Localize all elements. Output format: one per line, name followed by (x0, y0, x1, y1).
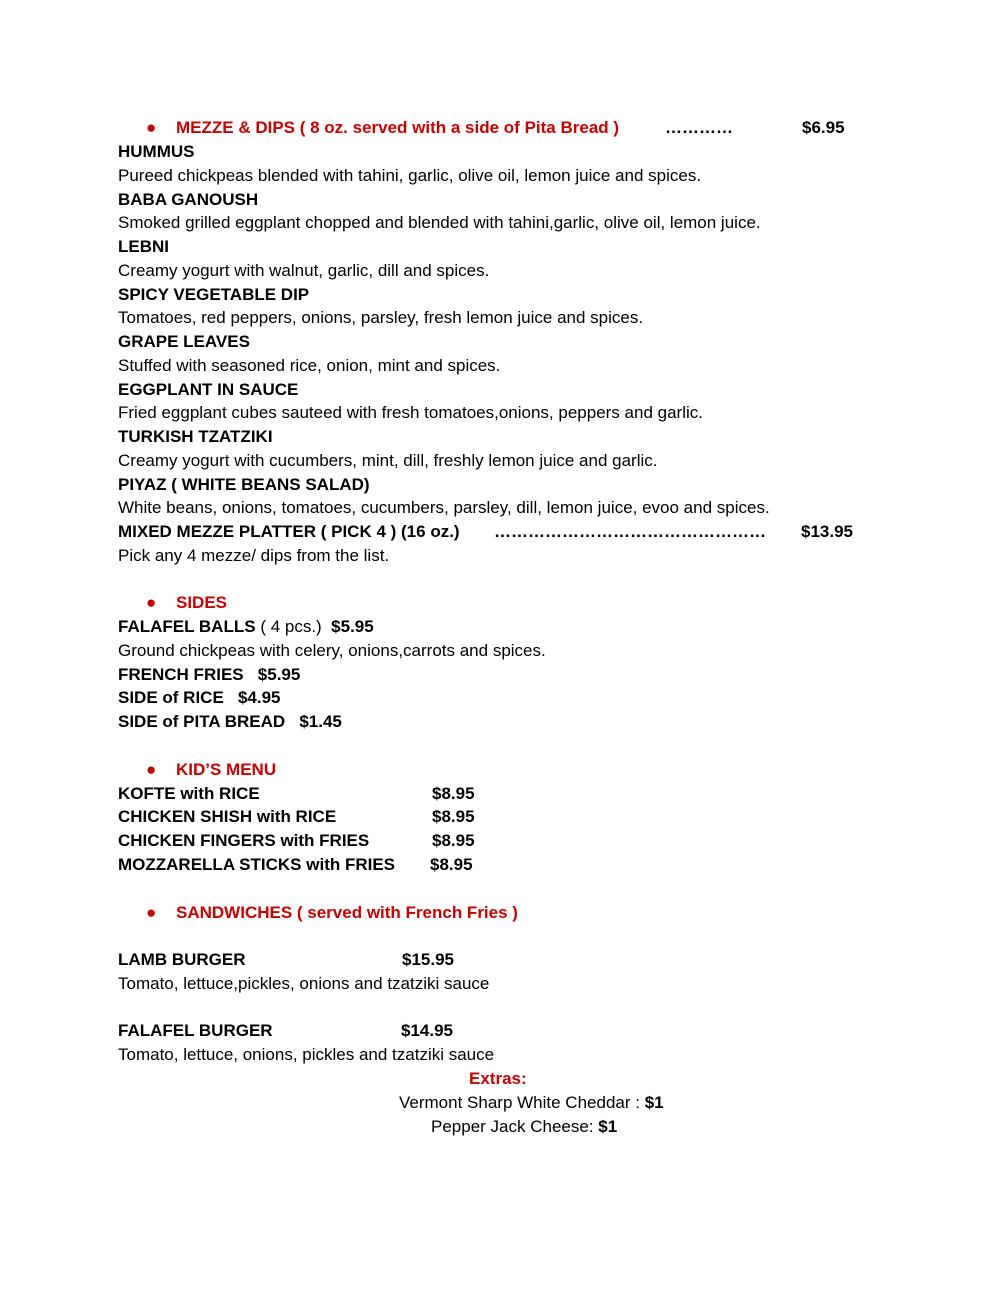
item-desc: Pureed chickpeas blended with tahini, garlic, olive oil, lemon juice and spices. (118, 166, 702, 185)
item-name: BABA GANOUSH (118, 190, 259, 209)
falafel-balls-desc: Ground chickpeas with celery, onions,carrots and spices. (118, 641, 546, 660)
item-desc: Creamy yogurt with cucumbers, mint, dill, freshly lemon juice and garlic. (118, 451, 658, 470)
kids-item-name: KOFTE with RICE (118, 784, 260, 803)
extras-title: Extras: (469, 1069, 527, 1088)
sandwiches-heading: ● SANDWICHES ( served with French Fries ) (146, 903, 518, 922)
side-item: SIDE of RICE $4.95 (118, 688, 281, 707)
item-name: TURKISH TZATZIKI (118, 427, 273, 446)
side-item: FRENCH FRIES $5.95 (118, 665, 301, 684)
kids-item-price: $8.95 (432, 784, 475, 803)
falafel-balls-line: FALAFEL BALLS ( 4 pcs.) $5.95 (118, 617, 374, 636)
item-desc: Smoked grilled eggplant chopped and blended with tahini,garlic, olive oil, lemon juice. (118, 213, 761, 232)
kids-item-price: $8.95 (430, 855, 473, 874)
bullet-icon: ● (146, 593, 157, 612)
item-desc: White beans, onions, tomatoes, cucumbers, parsley, dill, lemon juice, evoo and spices. (118, 498, 770, 517)
sides-heading: ● SIDES (146, 593, 228, 612)
bullet-icon: ● (146, 118, 157, 137)
item-name: GRAPE LEAVES (118, 332, 250, 351)
item-name: PIYAZ ( WHITE BEANS SALAD) (118, 475, 370, 494)
sandwich-price: $14.95 (401, 1021, 453, 1040)
item-desc: Tomatoes, red peppers, onions, parsley, fresh lemon juice and spices. (118, 308, 644, 327)
kids-item-name: MOZZARELLA STICKS with FRIES (118, 855, 396, 874)
item-name: EGGPLANT IN SAUCE (118, 380, 299, 399)
platter-desc: Pick any 4 mezze/ dips from the list. (118, 546, 390, 565)
mezze-heading: ● MEZZE & DIPS ( 8 oz. served with a side of Pita Bread ) (146, 118, 620, 137)
platter-price: $13.95 (801, 522, 853, 541)
extras-item: Pepper Jack Cheese: $1 (431, 1117, 618, 1136)
bullet-icon: ● (146, 760, 157, 779)
kids-item-price: $8.95 (432, 807, 475, 826)
side-item: SIDE of PITA BREAD $1.45 (118, 712, 342, 731)
sandwich-name: FALAFEL BURGER (118, 1021, 273, 1040)
item-name: SPICY VEGETABLE DIP (118, 285, 310, 304)
item-desc: Fried eggplant cubes sauteed with fresh tomatoes,onions, peppers and garlic. (118, 403, 703, 422)
sandwich-name: LAMB BURGER (118, 950, 246, 969)
item-desc: Stuffed with seasoned rice, onion, mint and spices. (118, 356, 501, 375)
item-name: HUMMUS (118, 142, 195, 161)
kids-item-name: CHICKEN SHISH with RICE (118, 807, 337, 826)
kids-item-price: $8.95 (432, 831, 475, 850)
platter-leader: ………………………………………… (494, 522, 766, 541)
mezze-leader: ………… (665, 118, 733, 137)
kids-item-name: CHICKEN FINGERS with FRIES (118, 831, 370, 850)
sandwich-desc: Tomato, lettuce,pickles, onions and tzatziki sauce (118, 974, 490, 993)
platter-name: MIXED MEZZE PLATTER ( PICK 4 ) (16 oz.) (118, 522, 460, 541)
sandwich-price: $15.95 (402, 950, 454, 969)
kids-heading: ● KID’S MENU (146, 760, 277, 779)
item-desc: Creamy yogurt with walnut, garlic, dill and spices. (118, 261, 490, 280)
item-name: LEBNI (118, 237, 169, 256)
bullet-icon: ● (146, 903, 157, 922)
extras-item: Vermont Sharp White Cheddar : $1 (399, 1093, 664, 1112)
mezze-price: $6.95 (802, 118, 845, 137)
sandwich-desc: Tomato, lettuce, onions, pickles and tzatziki sauce (118, 1045, 495, 1064)
